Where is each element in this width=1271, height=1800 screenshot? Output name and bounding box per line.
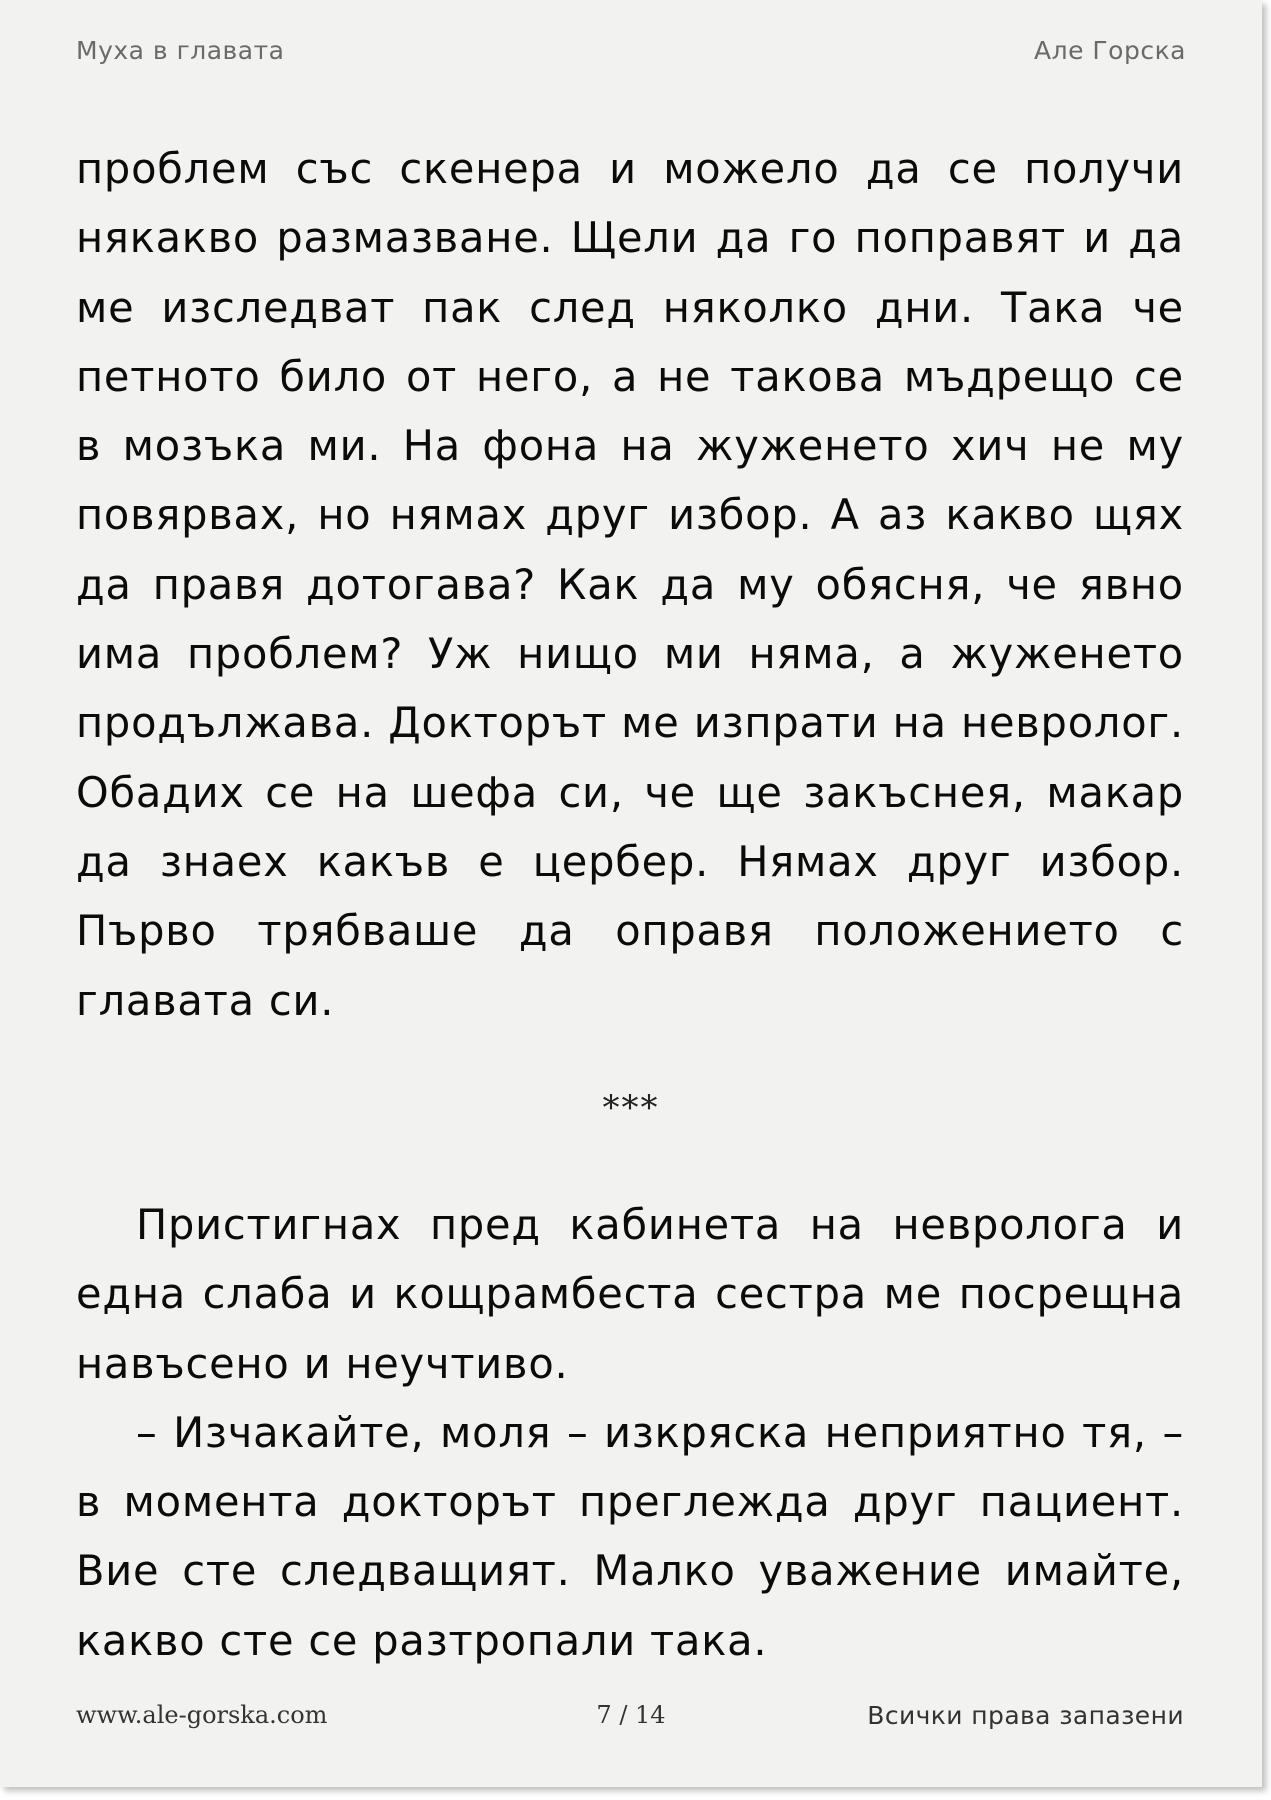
section-separator: *** [602,1088,660,1128]
copyright-notice: Всички права запазени [867,1701,1184,1730]
text-block-bottom [76,1190,1184,1675]
website-link[interactable]: www.ale-gorska.com [76,1701,328,1729]
author-name: Але Горска [1034,36,1186,65]
paragraph-continued: проблем със скенера и можело да се получи някакво размазване. Щели да го поправят и да ме изследват пак след няколко дни. Така че петното било от него, а не такова мъдрещо се в мозъка ми. На фона на жуженето хич не му повярвах, но нямах друг избор. А аз какво щях да правя дотогава? Как да му обясня, че явно има проблем? Уж нищо ми няма, а жуженето продължава. Докторът ме изпрати на невролог. Обадих се на шефа си, че ще закъснея, макар да знаех какъв е цербер. Нямах друг избор. Първо трябваше да оправя положението с главата си. [76,144,1184,1025]
text-block-top [76,134,1184,1035]
book-title: Муха в главата [76,36,285,65]
dialogue-paragraph: – Изчакайте, моля – изкряска неприятно тя, – в момента докторът преглежда друг пациент. Вие сте следващият. Малко уважение имайте, какво сте се разтропали така. [76,1407,1184,1665]
paragraph: Пристигнах пред кабинета на невролога и една слаба и кощрамбеста сестра ме посрещна навъсено и неучтиво. [76,1200,1184,1388]
page-number: 7 / 14 [596,1701,666,1729]
